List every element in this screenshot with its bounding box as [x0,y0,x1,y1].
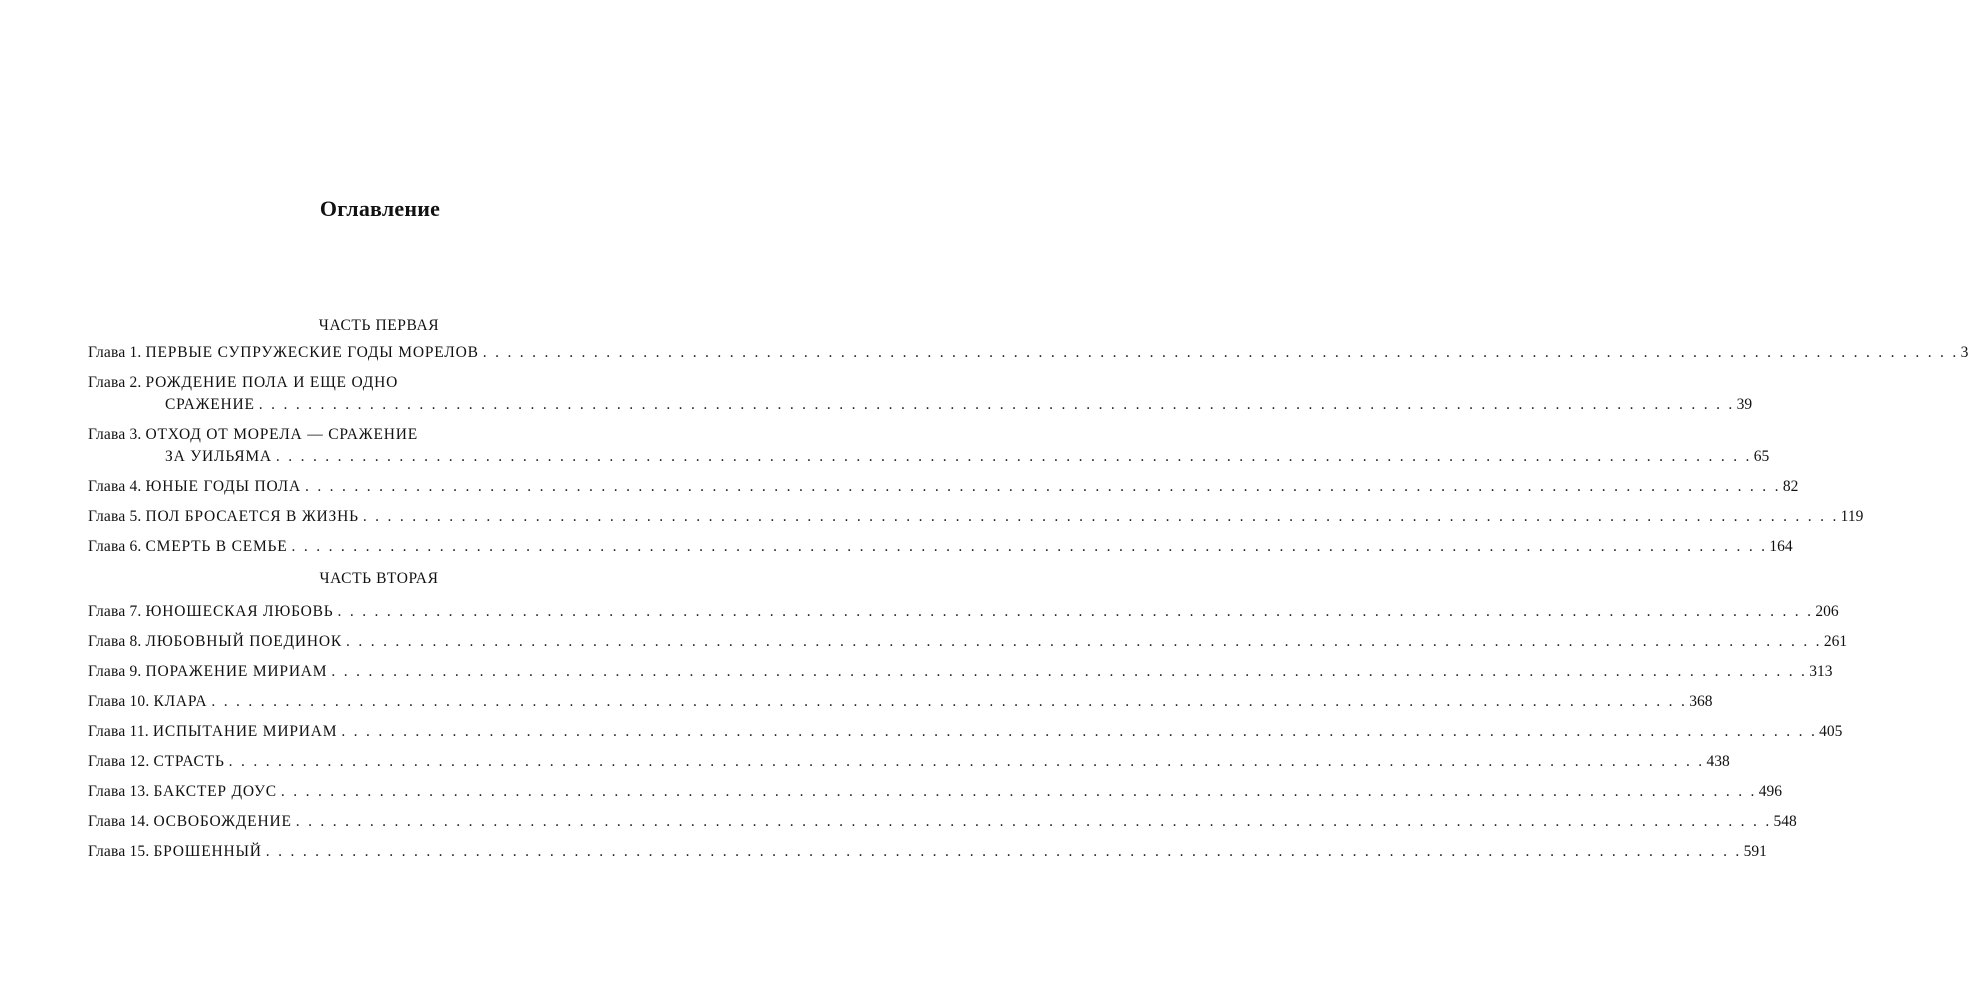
toc-entry[interactable] [88,601,1839,623]
page-number: 164 [1769,538,1793,555]
toc-entry[interactable] [88,841,1767,863]
chapter-title: РОЖДЕНИЕ ПОЛА И ЕЩЕ ОДНО [145,374,399,391]
chapter-title: ЗА УИЛЬЯМА [165,448,272,465]
chapter-number: Глава 6. [88,538,142,555]
chapter-title: ОТХОД ОТ МОРЕЛА — СРАЖЕНИЕ [145,426,418,443]
part-heading: ЧАСТЬ ВТОРАЯ [319,570,439,587]
chapter-title: ЮНОШЕСКАЯ ЛЮБОВЬ [145,603,334,620]
chapter-number: Глава 14. [88,813,150,830]
dot-leader: . . . . . . . . . . . . . . . . . . . . . . . . . . . . . . . . . . . . . . . . . . . . . . . . . . . . . . . . . . . . . . . . . . . . . . . . . . . . . . . . . . . . . . . . . . . . . . . . . . . . . . . . . . . . . . . . . . . . . . . . [341,723,1818,740]
page-number: 548 [1773,813,1797,830]
chapter-title: СТРАСТЬ [153,753,225,770]
toc-entry[interactable] [88,631,1848,653]
page-title: Оглавление [319,196,441,221]
toc-entry[interactable] [88,751,1730,773]
toc-entry[interactable] [88,372,1753,416]
toc-entry[interactable] [88,691,1713,713]
page-number: 591 [1743,843,1767,860]
dot-leader: . . . . . . . . . . . . . . . . . . . . . . . . . . . . . . . . . . . . . . . . . . . . . . . . . . . . . . . . . . . . . . . . . . . . . . . . . . . . . . . . . . . . . . . . . . . . . . . . . . . . . . . . . . . . . . . . . . . . . . . . [275,448,1752,465]
chapter-number: Глава 5. [88,508,142,525]
dot-leader: . . . . . . . . . . . . . . . . . . . . . . . . . . . . . . . . . . . . . . . . . . . . . . . . . . . . . . . . . . . . . . . . . . . . . . . . . . . . . . . . . . . . . . . . . . . . . . . . . . . . . . . . . . . . . . . . . . . . . . . . [482,344,1959,361]
dot-leader: . . . . . . . . . . . . . . . . . . . . . . . . . . . . . . . . . . . . . . . . . . . . . . . . . . . . . . . . . . . . . . . . . . . . . . . . . . . . . . . . . . . . . . . . . . . . . . . . . . . . . . . . . . . . . . . . . . . . . . . . [362,508,1839,525]
dot-leader: . . . . . . . . . . . . . . . . . . . . . . . . . . . . . . . . . . . . . . . . . . . . . . . . . . . . . . . . . . . . . . . . . . . . . . . . . . . . . . . . . . . . . . . . . . . . . . . . . . . . . . . . . . . . . . . . . . . . . . . . [346,633,1822,650]
page-number: 261 [1823,633,1848,650]
toc-entry[interactable] [88,661,1833,683]
dot-leader: . . . . . . . . . . . . . . . . . . . . . . . . . . . . . . . . . . . . . . . . . . . . . . . . . . . . . . . . . . . . . . . . . . . . . . . . . . . . . . . . . . . . . . . . . . . . . . . . . . . . . . . . . . . . . . . . . . . . . . . . [331,663,1808,680]
chapter-number: Глава 10. [88,693,150,710]
page-number: 438 [1706,753,1730,770]
page-number: 405 [1819,723,1843,740]
page-number: 3 [1960,344,1968,361]
page-number: 82 [1782,478,1799,495]
chapter-title: БАКСТЕР ДОУС [153,783,277,800]
dot-leader: . . . . . . . . . . . . . . . . . . . . . . . . . . . . . . . . . . . . . . . . . . . . . . . . . . . . . . . . . . . . . . . . . . . . . . . . . . . . . . . . . . . . . . . . . . . . . . . . . . . . . . . . . . . . . . . . . . . . . . . . [211,693,1688,710]
page-number: 39 [1736,396,1753,413]
chapter-number: Глава 15. [88,843,150,860]
chapter-number: Глава 4. [88,478,142,495]
chapter-number: Глава 7. [88,603,142,620]
chapter-number: Глава 13. [88,783,150,800]
chapter-title: СМЕРТЬ В СЕМЬЕ [145,538,288,555]
chapter-title: ЮНЫЕ ГОДЫ ПОЛА [145,478,301,495]
chapter-title: ИСПЫТАНИЕ МИРИАМ [152,723,338,740]
chapter-title: ПОЛ БРОСАЕТСЯ В ЖИЗНЬ [145,508,359,525]
page-number: 313 [1809,663,1833,680]
chapter-title: СРАЖЕНИЕ [165,396,255,413]
chapter-number: Глава 12. [88,753,150,770]
toc-entry[interactable] [88,476,1799,498]
dot-leader: . . . . . . . . . . . . . . . . . . . . . . . . . . . . . . . . . . . . . . . . . . . . . . . . . . . . . . . . . . . . . . . . . . . . . . . . . . . . . . . . . . . . . . . . . . . . . . . . . . . . . . . . . . . . . . . . . . . . . . . . [280,783,1757,800]
dot-leader: . . . . . . . . . . . . . . . . . . . . . . . . . . . . . . . . . . . . . . . . . . . . . . . . . . . . . . . . . . . . . . . . . . . . . . . . . . . . . . . . . . . . . . . . . . . . . . . . . . . . . . . . . . . . . . . . . . . . . . . . [265,843,1742,860]
toc-entry[interactable] [88,424,1770,468]
chapter-title: ПОРАЖЕНИЕ МИРИАМ [145,663,328,680]
dot-leader: . . . . . . . . . . . . . . . . . . . . . . . . . . . . . . . . . . . . . . . . . . . . . . . . . . . . . . . . . . . . . . . . . . . . . . . . . . . . . . . . . . . . . . . . . . . . . . . . . . . . . . . . . . . . . . . . . . . . . . . . [295,813,1772,830]
page-number: 119 [1840,508,1864,525]
chapter-number: Глава 1. [88,344,142,361]
dot-leader: . . . . . . . . . . . . . . . . . . . . . . . . . . . . . . . . . . . . . . . . . . . . . . . . . . . . . . . . . . . . . . . . . . . . . . . . . . . . . . . . . . . . . . . . . . . . . . . . . . . . . . . . . . . . . . . . . . . . . . . . [228,753,1705,770]
chapter-title: ЛЮБОВНЫЙ ПОЕДИНОК [145,633,343,650]
toc-entry[interactable] [88,506,1864,528]
chapter-title: БРОШЕННЫЙ [153,843,262,860]
page-number: 206 [1815,603,1839,620]
toc-entry[interactable] [88,781,1782,803]
toc-entry[interactable] [88,811,1797,833]
chapter-title: КЛАРА [153,693,208,710]
dot-leader: . . . . . . . . . . . . . . . . . . . . . . . . . . . . . . . . . . . . . . . . . . . . . . . . . . . . . . . . . . . . . . . . . . . . . . . . . . . . . . . . . . . . . . . . . . . . . . . . . . . . . . . . . . . . . . . . . . . . . . . . [291,538,1768,555]
part-heading: ЧАСТЬ ПЕРВАЯ [318,317,440,334]
chapter-title: ОСВОБОЖДЕНИЕ [153,813,292,830]
chapter-number: Глава 3. [88,426,142,443]
dot-leader: . . . . . . . . . . . . . . . . . . . . . . . . . . . . . . . . . . . . . . . . . . . . . . . . . . . . . . . . . . . . . . . . . . . . . . . . . . . . . . . . . . . . . . . . . . . . . . . . . . . . . . . . . . . . . . . . . . . . . . . . [337,603,1814,620]
chapter-number: Глава 9. [88,663,142,680]
chapter-number: Глава 11. [88,723,149,740]
dot-leader: . . . . . . . . . . . . . . . . . . . . . . . . . . . . . . . . . . . . . . . . . . . . . . . . . . . . . . . . . . . . . . . . . . . . . . . . . . . . . . . . . . . . . . . . . . . . . . . . . . . . . . . . . . . . . . . . . . . . . . . . [304,478,1781,495]
toc-entry[interactable] [88,342,1968,364]
chapter-number: Глава 2. [88,374,142,391]
table-of-contents [88,316,1968,871]
chapter-title: ПЕРВЫЕ СУПРУЖЕСКИЕ ГОДЫ МОРЕЛОВ [145,344,479,361]
page-number: 496 [1758,783,1782,800]
dot-leader: . . . . . . . . . . . . . . . . . . . . . . . . . . . . . . . . . . . . . . . . . . . . . . . . . . . . . . . . . . . . . . . . . . . . . . . . . . . . . . . . . . . . . . . . . . . . . . . . . . . . . . . . . . . . . . . . . . . . . . . . [258,396,1735,413]
page-number: 368 [1689,693,1713,710]
chapter-number: Глава 8. [88,633,142,650]
toc-entry[interactable] [88,536,1793,558]
page-number: 65 [1753,448,1770,465]
toc-entry[interactable] [88,721,1843,743]
